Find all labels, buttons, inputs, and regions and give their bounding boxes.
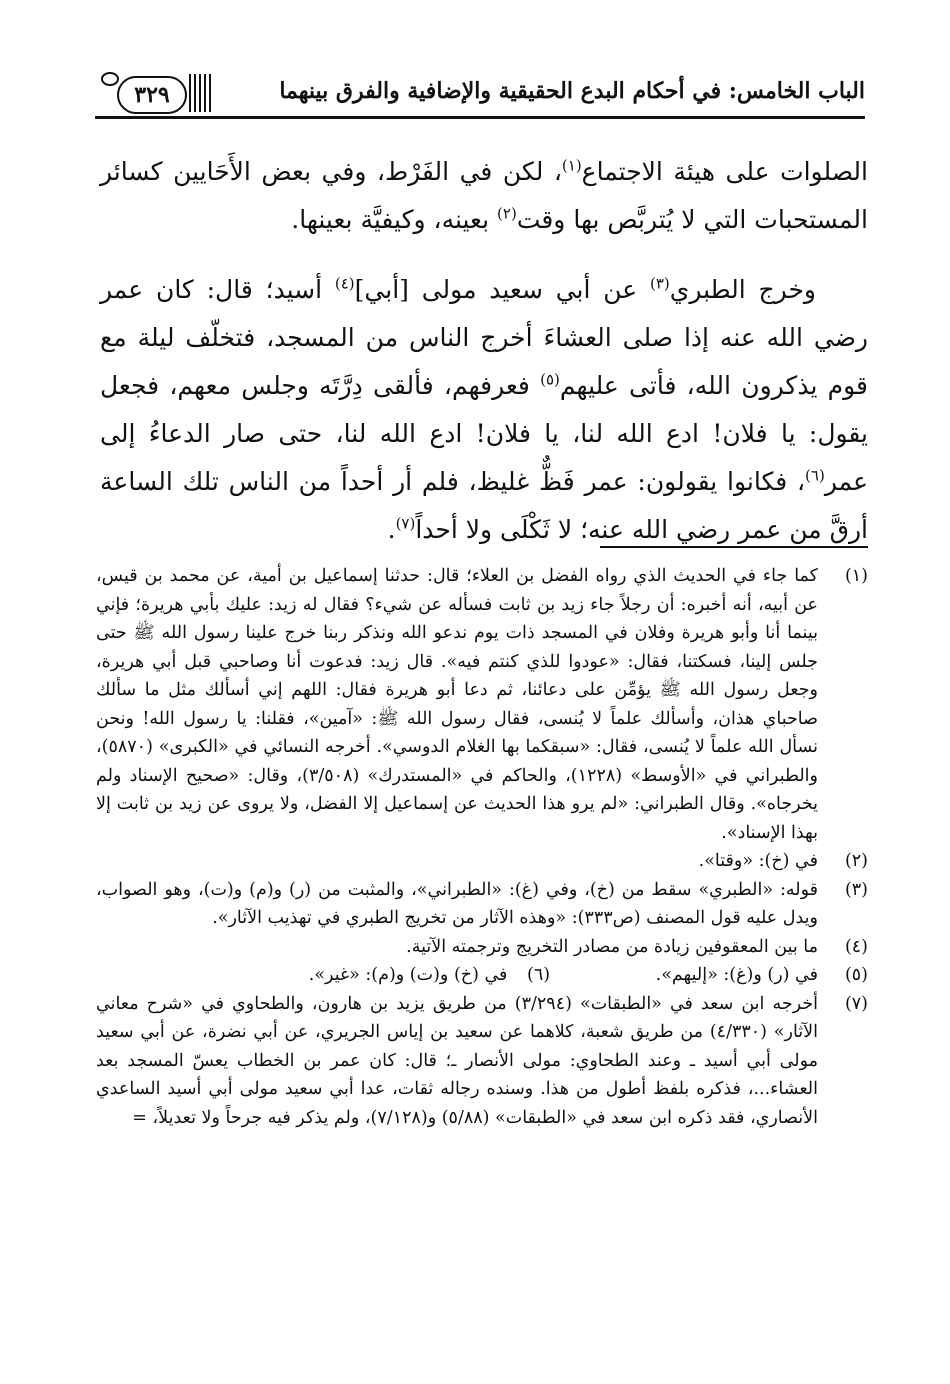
text-run: أسيد؛ قال: كان عمر رضي الله عنه إذا صلى العشاءَ أخرج الناس من المسجد، فتخلّف ليلة مع قوم يذكرون الله، فأتى عليهم xyxy=(100,275,869,400)
footnote-number: (٤) xyxy=(844,936,868,957)
text-run: ، لكن في الفَرْط، وفي بعض الأَحَايين كسائر المستحبات التي لا يُتربَّص بها وقت xyxy=(100,157,868,234)
chapter-title: الباب الخامس: في أحكام البدع الحقيقية والإضافية والفرق بينهما xyxy=(279,78,865,104)
footnote-ref-7: (٧) xyxy=(395,514,416,533)
footnote-separator xyxy=(600,546,868,548)
footnote-number: (١) xyxy=(844,566,868,586)
header-rule xyxy=(95,116,865,119)
footnote-ref-3: (٣) xyxy=(649,274,670,293)
footnote-number: (٦) xyxy=(527,965,551,985)
running-header xyxy=(95,70,865,120)
footnote-text: في (خ): «وقتا». xyxy=(698,851,818,871)
header-bars-ornament xyxy=(189,74,213,112)
footnote-ref-5: (٥) xyxy=(540,370,560,389)
text-run: بعينه، وكيفيَّة بعينها. xyxy=(291,205,498,234)
footnote-text: أخرجه ابن سعد في «الطبقات» (٣/٢٩٤) من طريق يزيد بن هارون، والطحاوي في «شرح معاني الآثار» (٤/٣٣٠) من طريق شعبة، كلاهما عن سعيد بن إياس الجريري، عن أبي نضرة، عن أبي سعيد مولى أبي أسيد ـ وعند الطحاوي: مولى الأنصار ـ؛ قال: كان عمر بن الخطاب يعسّ المسجد بعد العشاء...، فذكره بلفظ أطول من هذا. وسنده رجاله ثقات، عدا أبي سعيد مولى أبي أسيد الساعدي الأنصاري، فقد ذكره ابن سعد في «الطبقات» (٥/٨٨) و(٧/١٢٨)، ولم يذكر فيه جرحاً ولا تعديلاً، = xyxy=(96,993,819,1128)
footnote-number: (٥) xyxy=(844,965,868,985)
footnote-text: قوله: «الطبري» سقط من (خ)، وفي (غ): «الطبراني»، والمثبت من (ر) و(م) و(ت)، وهو الصواب، ويدل عليه قول المصنف (ص٣٣٣): «وهذه الآثار من تخريج الطبري في تهذيب الآثار». xyxy=(96,879,818,928)
footnote-4 xyxy=(96,933,868,962)
footnote-1 xyxy=(96,562,868,847)
footnote-ref-4: (٤) xyxy=(334,274,355,293)
footnote-6 xyxy=(309,965,550,985)
footnote-number: (٣) xyxy=(844,879,868,900)
footnote-text: ما بين المعقوفين زيادة من مصادر التخريج وترجمته الآتية. xyxy=(406,936,818,957)
footnote-6-text: في (خ) و(ت) و(م): «غير». xyxy=(308,965,508,985)
footnotes xyxy=(96,562,868,1132)
text-run: فعرفهم، فألقى دِرَّتَه وجلس معهم، فجعل يقول: يا فلان! ادع الله لنا، يا فلان! ادع الله لنا، حتى صار الدعاءُ إلى عمر xyxy=(100,371,868,496)
footnote-3 xyxy=(96,876,868,933)
footnote-ref-2: (٢) xyxy=(497,204,517,223)
footnote-2 xyxy=(96,847,868,876)
footnote-ref-6: (٦) xyxy=(805,466,825,485)
text-run: الصلوات على هيئة الاجتماع xyxy=(581,157,868,186)
text-run: وخرج الطبري xyxy=(669,275,816,304)
page-number: ٣٢٩ xyxy=(117,76,187,114)
footnote-text: كما جاء في الحديث الذي رواه الفضل بن العلاء؛ قال: حدثنا إسماعيل بن أمية، عن محمد بن قيس، عن أبيه، أنه أخبره: أن رجلاً جاء زيد بن ثابت فسأله عن شيء؟ فقال له زيد: عليك بأبي هريرة؛ فإني بينما أنا وأبو هريرة وفلان في المسجد ذات يوم ندعو الله ونذكر ربنا خرج علينا رسول الله ﷺ حتى جلس إلينا، فسكتنا، فقال: «عودوا للذي كنتم فيه». قال زيد: فدعوت أنا وصاحبي قبل أبي هريرة، وجعل رسول الله ﷺ يؤمِّن على دعائنا، ثم دعا أبو هريرة فقال: اللهم إني أسألك مثل ما سألك صاحباي هذان، وأسألك علماً لا يُنسى، فقال رسول الله ﷺ: «آمين»، فقلنا: يا رسول الله! ونحن نسأل الله علماً لا يُنسى، فقال: «سبقكما بها الغلام الدوسي». أخرجه النسائي في «الكبرى» (٥٨٧٠)، والطبراني في «الأوسط» (١٢٢٨)، والحاكم في «المستدرك» (٣/٥٠٨)، وقال: «صحيح الإسناد ولم يخرجاه». وقال الطبراني: «لم يرو هذا الحديث عن إسماعيل إلا الفضل، ولا يروى عن زيد بن ثابت إلا بهذا الإسناد». xyxy=(96,566,818,843)
footnote-number: (٧) xyxy=(844,993,868,1014)
footnote-ref-1: (١) xyxy=(561,156,582,175)
footnote-5-6-row xyxy=(96,961,868,990)
header-ornament-icon xyxy=(101,72,119,86)
text-run: ، فكانوا يقولون: عمر فَظٌّ غليظ، فلم أر أحداً من الناس تلك الساعة أرقَّ من عمر رضي الله عنه؛ لا ثَكْلَى ولا أحداً xyxy=(100,467,868,544)
footnote-7 xyxy=(96,990,868,1133)
paragraph-1 xyxy=(100,148,868,244)
text-run: عن أبي سعيد مولى [أبي] xyxy=(354,275,650,304)
footnote-number: (٢) xyxy=(844,851,868,871)
text-run: . xyxy=(387,515,396,544)
footnote-5-text: في (ر) و(غ): «إليهم». xyxy=(655,965,818,985)
paragraph-2 xyxy=(100,266,868,554)
